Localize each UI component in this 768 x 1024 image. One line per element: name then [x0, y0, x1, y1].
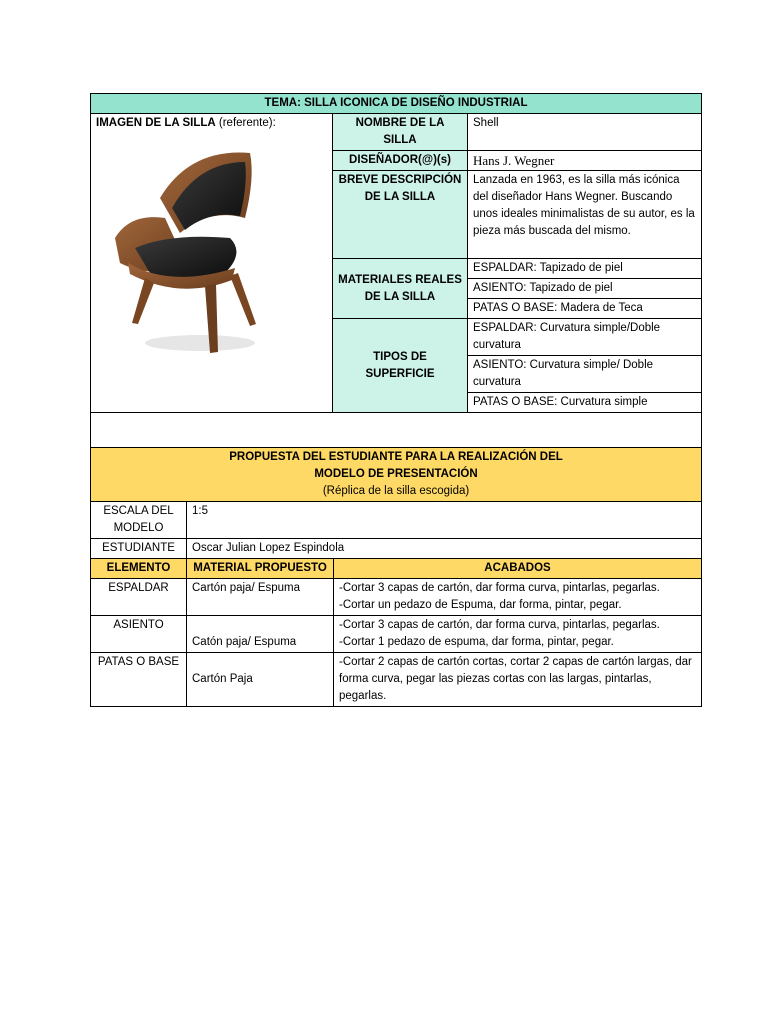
image-label-bold: IMAGEN DE LA SILLA — [96, 117, 216, 129]
row-material: Cartón Paja — [187, 653, 334, 707]
superficie-patas: PATAS O BASE: Curvatura simple — [468, 393, 702, 413]
descripcion-label: BREVE DESCRIPCIÓN DE LA SILLA — [333, 171, 468, 259]
shell-chair-image — [110, 138, 260, 358]
chair-image-cell — [91, 114, 333, 413]
proposal-table — [90, 447, 702, 707]
row-elemento: ASIENTO — [91, 616, 187, 653]
chair-info-table — [90, 93, 702, 448]
document-sheet — [90, 93, 701, 707]
table-row — [91, 579, 702, 616]
proposal-header — [91, 448, 702, 502]
disenador-label: DISEÑADOR(@)(s) — [333, 151, 468, 171]
proposal-header-line2: MODELO DE PRESENTACIÓN — [314, 468, 478, 480]
col-material-header: MATERIAL PROPUESTO — [187, 559, 334, 579]
estudiante-label: ESTUDIANTE — [91, 539, 187, 559]
row-acabados — [334, 616, 702, 653]
disenador-value: Hans J. Wegner — [468, 151, 702, 171]
col-acabados-header: ACABADOS — [334, 559, 702, 579]
spacer-row — [91, 413, 702, 448]
row-elemento: PATAS O BASE — [91, 653, 187, 707]
proposal-header-line3: (Réplica de la silla escogida) — [322, 485, 470, 497]
superficie-espaldar: ESPALDAR: Curvatura simple/Doble curvatura — [468, 319, 702, 356]
acabado-line: -Cortar 3 capas de cartón, dar forma curva, pintarlas, pegarlas. — [339, 619, 660, 631]
row-acabados: -Cortar 2 capas de cartón cortas, cortar 2 capas de cartón largas, dar forma curva, pegar las piezas cortas con las largas, pintarlas, pegarlas. — [334, 653, 702, 707]
table-row — [91, 616, 702, 653]
material-espaldar: ESPALDAR: Tapizado de piel — [468, 259, 702, 279]
nombre-label: NOMBRE DE LA SILLA — [333, 114, 468, 151]
row-material: Cartón paja/ Espuma — [187, 579, 334, 616]
superficie-label: TIPOS DE SUPERFICIE — [333, 319, 468, 413]
acabado-line: -Cortar 3 capas de cartón, dar forma curva, pintarlas, pegarlas. — [339, 582, 660, 594]
acabado-line: -Cortar 1 pedazo de espuma, dar forma, pintar, pegar. — [339, 636, 614, 648]
materiales-label: MATERIALES REALES DE LA SILLA — [333, 259, 468, 319]
proposal-header-line1: PROPUESTA DEL ESTUDIANTE PARA LA REALIZACIÓN DEL — [229, 451, 563, 463]
escala-label: ESCALA DEL MODELO — [91, 502, 187, 539]
row-material: Catón paja/ Espuma — [187, 616, 334, 653]
row-acabados — [334, 579, 702, 616]
image-label-rest: (referente): — [215, 117, 276, 129]
acabado-line: -Cortar un pedazo de Espuma, dar forma, pintar, pegar. — [339, 599, 622, 611]
table-row — [91, 653, 702, 707]
theme-title: TEMA: SILLA ICONICA DE DISEÑO INDUSTRIAL — [91, 94, 702, 114]
material-patas: PATAS O BASE: Madera de Teca — [468, 299, 702, 319]
row-elemento: ESPALDAR — [91, 579, 187, 616]
superficie-asiento: ASIENTO: Curvatura simple/ Doble curvatura — [468, 356, 702, 393]
escala-value: 1:5 — [187, 502, 702, 539]
estudiante-value: Oscar Julian Lopez Espindola — [187, 539, 702, 559]
nombre-value: Shell — [468, 114, 702, 151]
descripcion-value: Lanzada en 1963, es la silla más icónica del diseñador Hans Wegner. Buscando unos ideales minimalistas de su autor, es la pieza más buscada del mismo. — [468, 171, 702, 259]
material-asiento: ASIENTO: Tapizado de piel — [468, 279, 702, 299]
col-elemento-header: ELEMENTO — [91, 559, 187, 579]
